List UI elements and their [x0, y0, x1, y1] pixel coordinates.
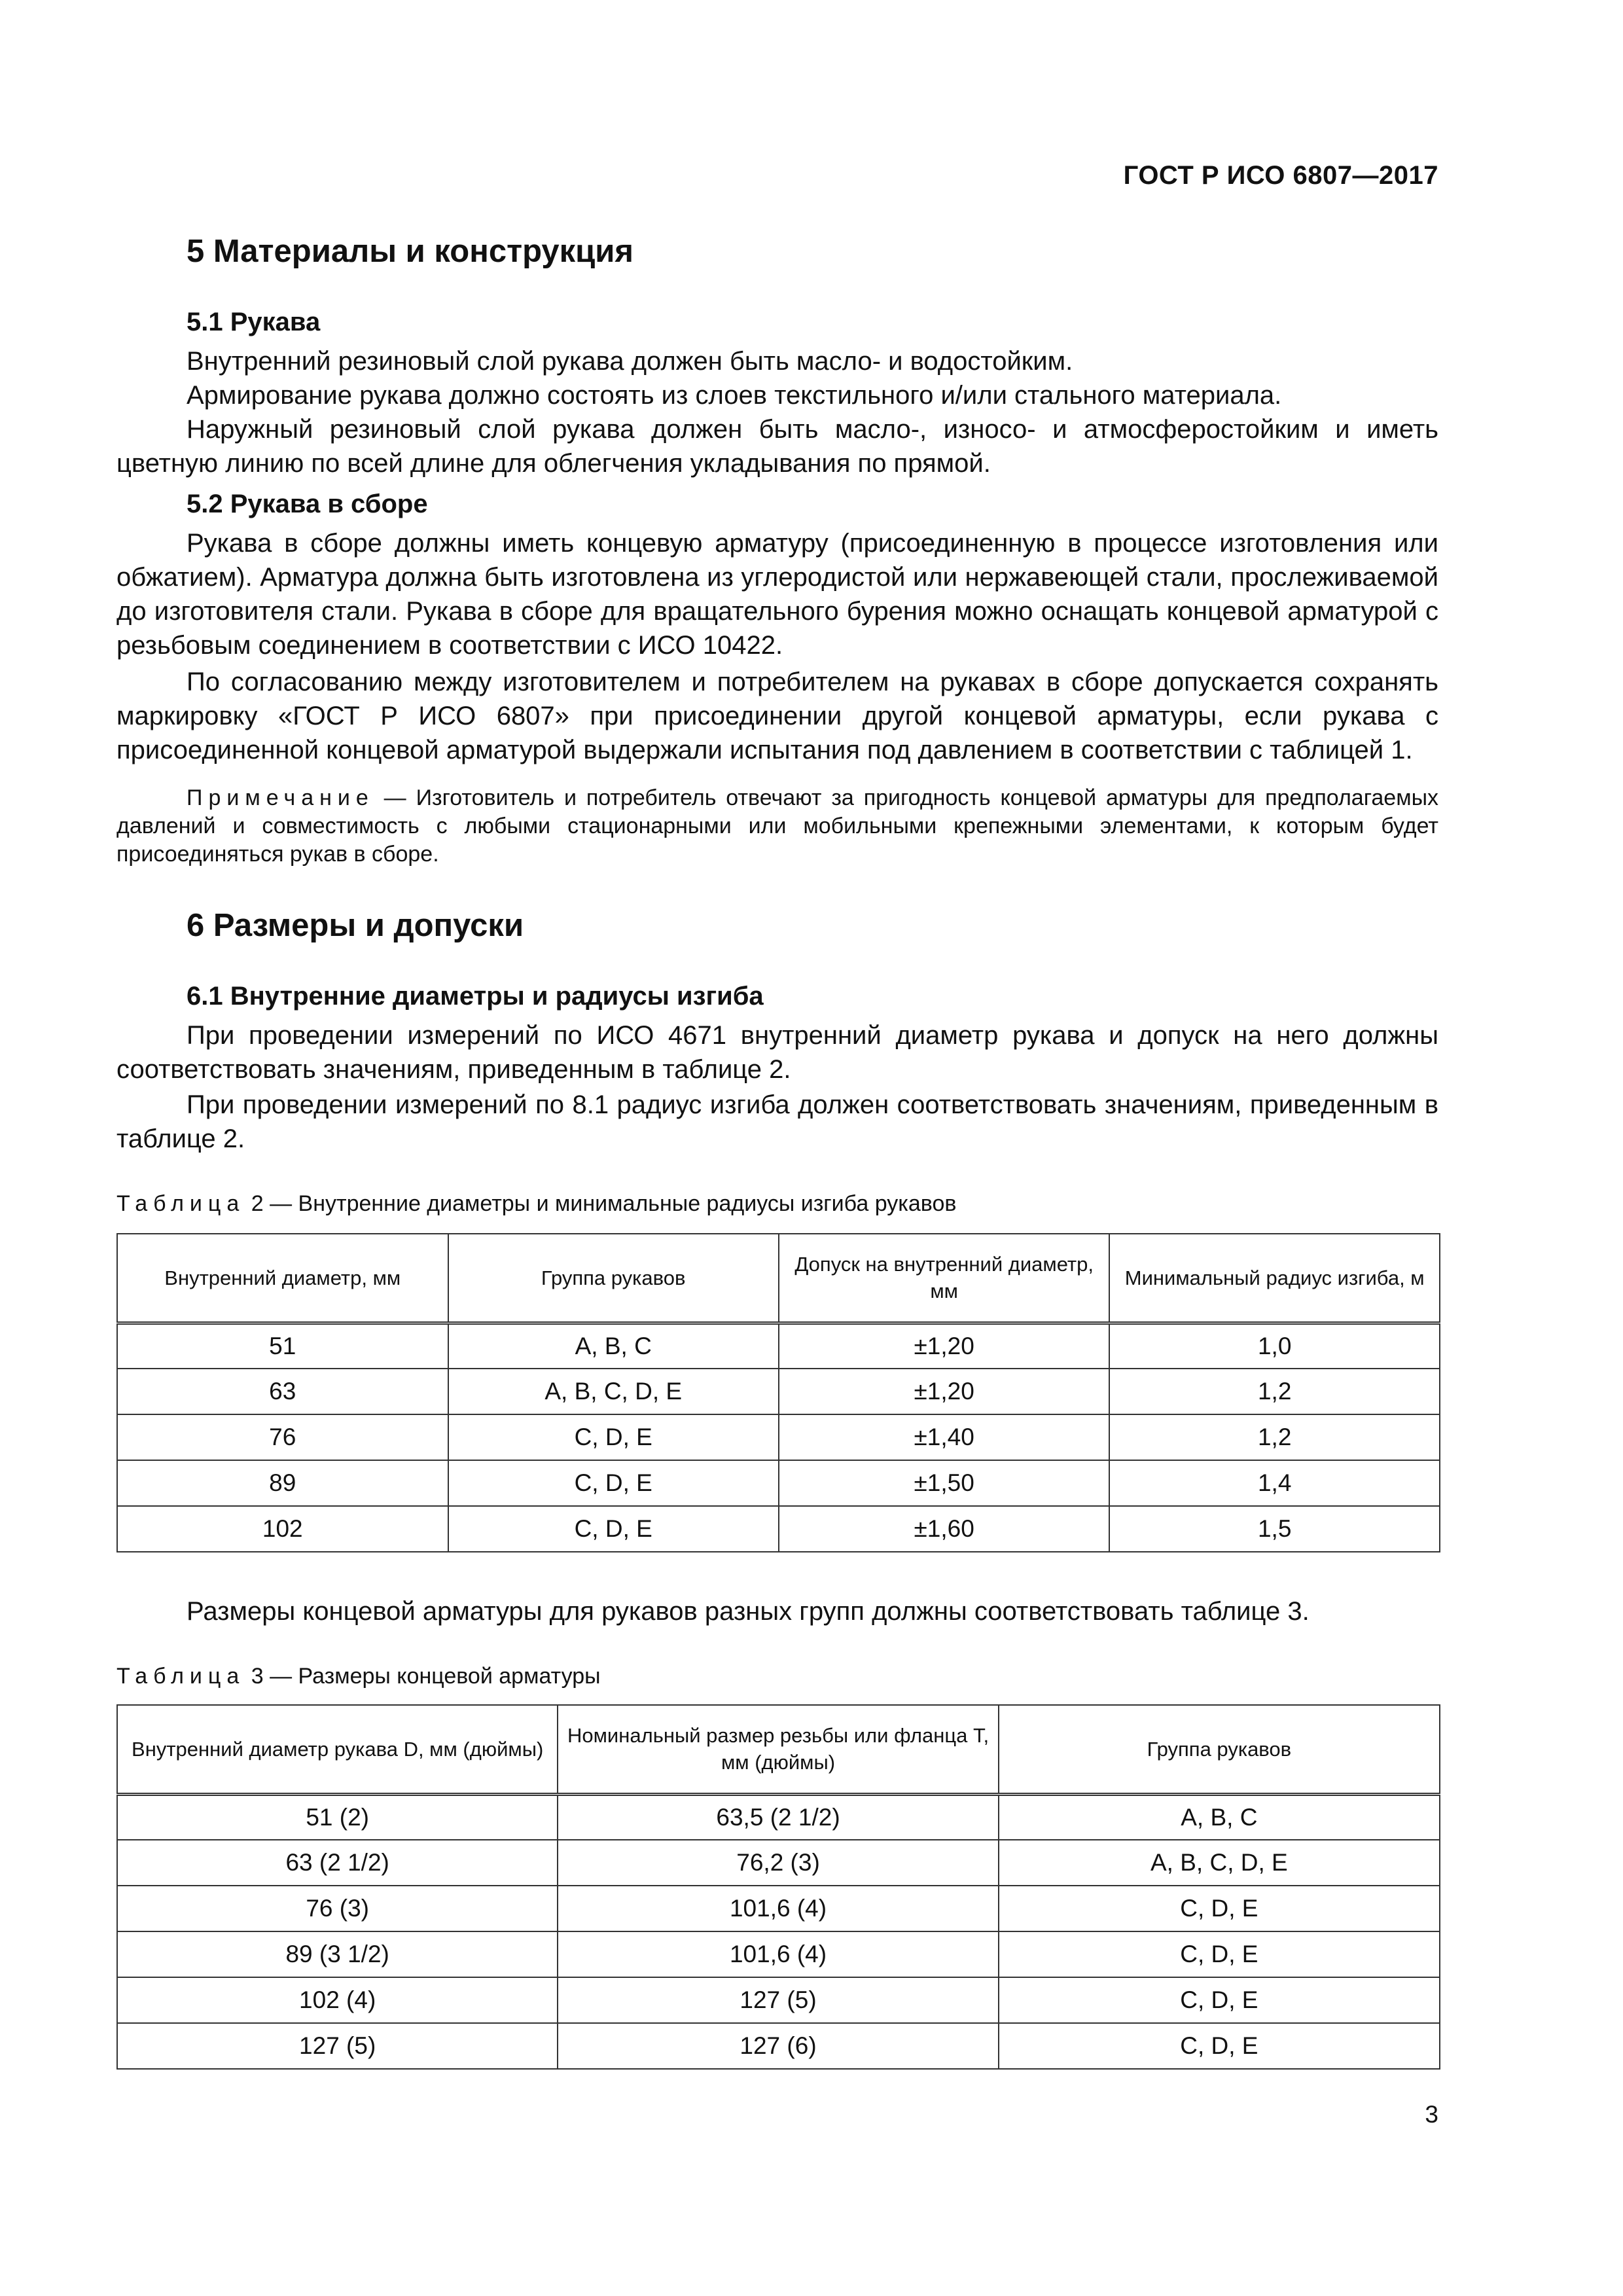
paragraph: По согласованию между изготовителем и потребителем на рукавах в сборе допускается сохранять маркировку «ГОСТ Р ИСО 6807» при присоединении другой концевой арматуры, если рукава с присоединенной концевой арматурой выдержали испытания под давлением в соответствии с таблицей 1. [116, 668, 1438, 764]
table-cell: 1,4 [1109, 1460, 1440, 1506]
table-header: Минимальный радиус изгиба, м [1109, 1234, 1440, 1323]
table-row [117, 1886, 1440, 1931]
table-row [117, 1369, 1440, 1414]
table-cell: 63,5 (2 1/2) [558, 1794, 998, 1840]
table-cell: ±1,50 [779, 1460, 1110, 1506]
table-cell: 63 [117, 1369, 448, 1414]
table-2 [116, 1233, 1440, 1552]
table-3-caption: Таблица 3 — Размеры концевой арматуры [116, 1664, 601, 1689]
table-cell: 89 (3 1/2) [117, 1931, 558, 1977]
section-6-1-title: 6.1 Внутренние диаметры и радиусы изгиба [187, 982, 764, 1011]
table-cell: ±1,40 [779, 1414, 1110, 1460]
table-cell: 127 (5) [117, 2023, 558, 2069]
paragraph: При проведении измерений по 8.1 радиус изгиба должен соответствовать значениям, приведенным в таблице 2. [116, 1090, 1438, 1153]
table-cell: ±1,20 [779, 1323, 1110, 1369]
table-row [117, 1794, 1440, 1840]
table-cell: 51 (2) [117, 1794, 558, 1840]
table-cell: C, D, E [448, 1506, 779, 1552]
table-cell: C, D, E [999, 1977, 1440, 2023]
document-code: ГОСТ Р ИСО 6807—2017 [1123, 161, 1438, 190]
table-header: Допуск на внутренний диаметр, мм [779, 1234, 1110, 1323]
table-cell: 89 [117, 1460, 448, 1506]
table-cell: 101,6 (4) [558, 1931, 998, 1977]
paragraph: При проведении измерений по ИСО 4671 внутренний диаметр рукава и допуск на него должны соответствовать значениям, приведенным в таблице 2. [116, 1021, 1438, 1084]
paragraph: Армирование рукава должно состоять из слоев текстильного и/или стального материала. [187, 381, 1282, 410]
table-cell: 101,6 (4) [558, 1886, 998, 1931]
table-header: Номинальный размер резьбы или фланца T, мм (дюймы) [558, 1705, 998, 1794]
table-cell: 63 (2 1/2) [117, 1840, 558, 1886]
table-cell: 76 (3) [117, 1886, 558, 1931]
table-cell: A, B, C [999, 1794, 1440, 1840]
table-cell: 102 (4) [117, 1977, 558, 2023]
table-cell: ±1,20 [779, 1369, 1110, 1414]
section-5-1-title: 5.1 Рукава [187, 308, 321, 336]
table-cell: 76,2 (3) [558, 1840, 998, 1886]
table-3 [116, 1704, 1440, 2070]
table-cell: 127 (6) [558, 2023, 998, 2069]
table-cell: A, B, C, D, E [999, 1840, 1440, 1886]
table-cell: C, D, E [999, 1886, 1440, 1931]
table-cell: ±1,60 [779, 1506, 1110, 1552]
page-number: 3 [1425, 2101, 1438, 2128]
table-header: Внутренний диаметр, мм [117, 1234, 448, 1323]
table-row [117, 1323, 1440, 1369]
paragraph: Рукава в сборе должны иметь концевую арматуру (присоединенную в процессе изготовления или обжатием). Арматура должна быть изготовлена из углеродистой или нержавеющей стали, прослеживаемой до изготовителя стали. Рукава в сборе для вращательного бурения можно оснащать концевой арматурой с резьбовым соединением в соответствии с ИСО 10422. [116, 529, 1438, 660]
table-cell: A, B, C [448, 1323, 779, 1369]
table-row [117, 1506, 1440, 1552]
table-row [117, 1840, 1440, 1886]
table-header: Группа рукавов [999, 1705, 1440, 1794]
table-cell: A, B, C, D, E [448, 1369, 779, 1414]
section-5-title: 5 Материалы и конструкция [187, 234, 633, 269]
table-cell: 1,0 [1109, 1323, 1440, 1369]
table-cell: C, D, E [448, 1460, 779, 1506]
table-row [117, 1931, 1440, 1977]
section-6-title: 6 Размеры и допуски [187, 908, 524, 943]
table-cell: 1,2 [1109, 1414, 1440, 1460]
table-cell: 127 (5) [558, 1977, 998, 2023]
table-row [117, 2023, 1440, 2069]
table-header: Внутренний диаметр рукава D, мм (дюймы) [117, 1705, 558, 1794]
table-cell: C, D, E [999, 2023, 1440, 2069]
table-cell: 1,2 [1109, 1369, 1440, 1414]
table-cell: C, D, E [448, 1414, 779, 1460]
table-row [117, 1460, 1440, 1506]
table-row [117, 1977, 1440, 2023]
section-5-2-title: 5.2 Рукава в сборе [187, 490, 428, 518]
table-cell: 102 [117, 1506, 448, 1552]
table-row [117, 1414, 1440, 1460]
table-cell: 51 [117, 1323, 448, 1369]
paragraph: Внутренний резиновый слой рукава должен быть масло- и водостойким. [187, 347, 1073, 376]
paragraph: Наружный резиновый слой рукава должен быть масло-, износо- и атмосферостойким и иметь цветную линию по всей длине для облегчения укладывания по прямой. [116, 415, 1438, 478]
table-cell: 76 [117, 1414, 448, 1460]
table-cell: C, D, E [999, 1931, 1440, 1977]
table-2-caption: Таблица 2 — Внутренние диаметры и минимальные радиусы изгиба рукавов [116, 1191, 957, 1216]
table-cell: 1,5 [1109, 1506, 1440, 1552]
paragraph: Размеры концевой арматуры для рукавов разных групп должны соответствовать таблице 3. [187, 1597, 1310, 1626]
table-header: Группа рукавов [448, 1234, 779, 1323]
note: Примечание — Изготовитель и потребитель отвечают за пригодность концевой арматуры для предполагаемых давлений и совместимость с любыми стационарными или мобильными крепежными элементами, к которым будет присоединяться рукав в сборе. [116, 785, 1438, 867]
